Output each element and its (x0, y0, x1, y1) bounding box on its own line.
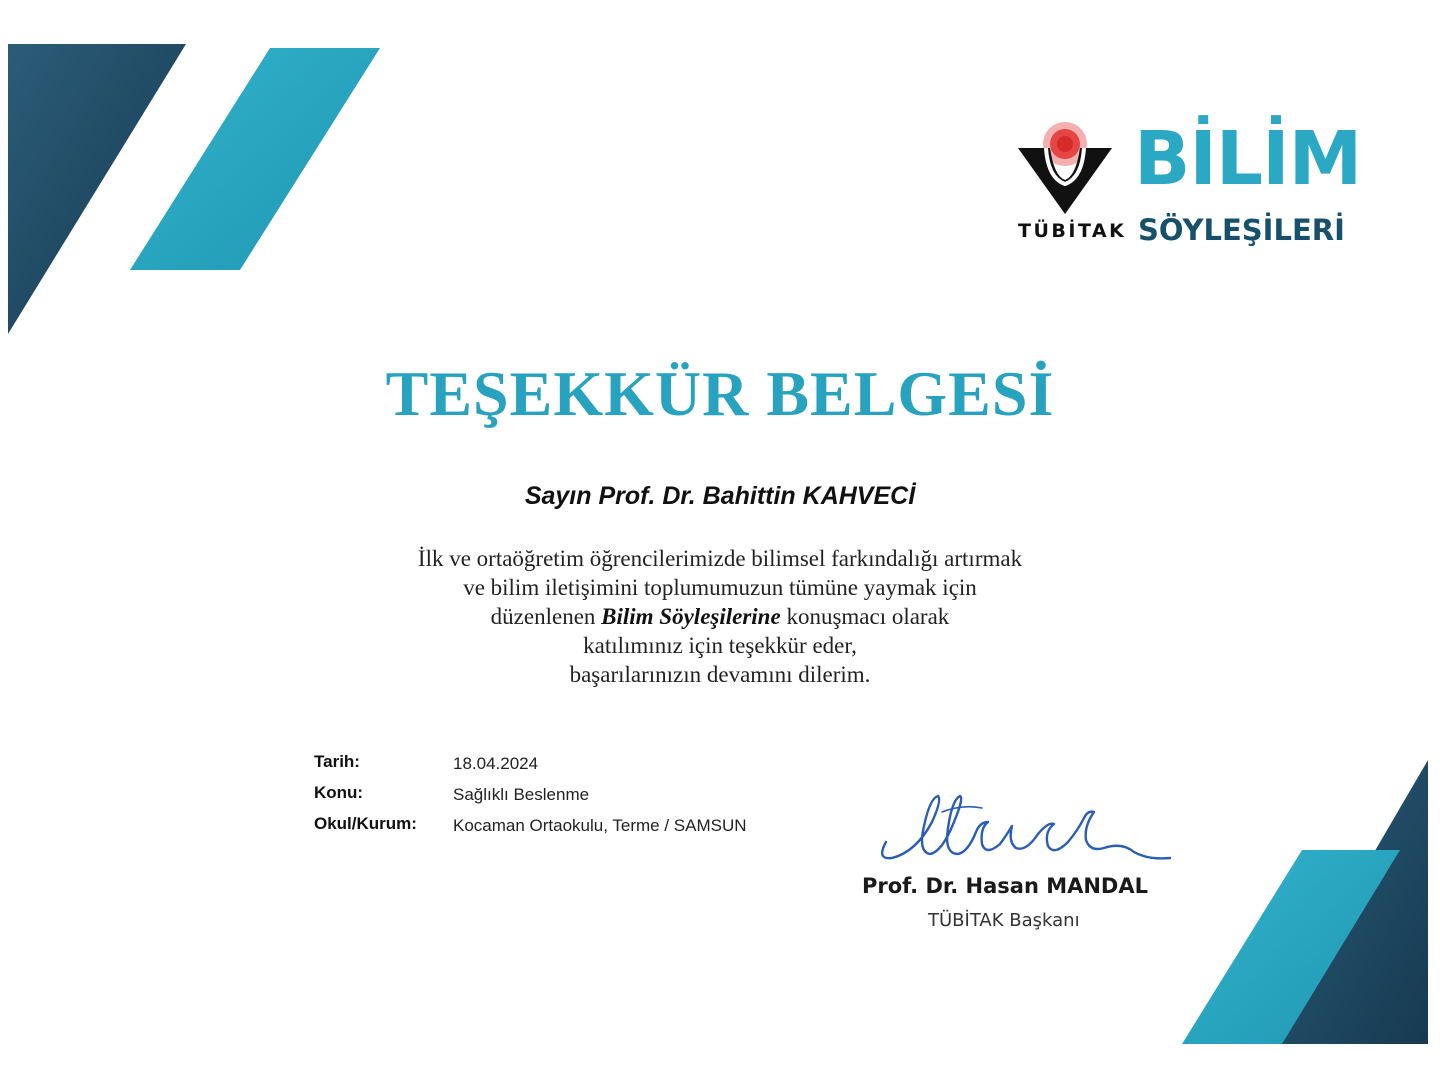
certificate-body (300, 544, 1140, 689)
top-left-teal-shape (130, 48, 380, 270)
soylesileri-wordmark: SÖYLEŞİLERİ (1138, 213, 1345, 247)
handwritten-signature (872, 782, 1182, 878)
detail-label: Tarih: (314, 752, 360, 771)
body-line-3-before: düzenlenen (490, 604, 596, 629)
tubitak-wordmark: TÜBİTAK (1018, 220, 1127, 242)
tubitak-logo-icon (1016, 118, 1114, 214)
detail-label: Okul/Kurum: (314, 814, 417, 833)
top-left-navy-shape (8, 44, 186, 334)
body-line-1: İlk ve ortaöğretim öğrencilerimizde bilimsel farkındalığı artırmak (417, 546, 1023, 571)
body-line-4: katılımınız için teşekkür eder, (583, 633, 857, 658)
body-line-5: başarılarınızın devamını dilerim. (569, 662, 871, 687)
detail-value: 18.04.2024 (453, 754, 539, 773)
body-line-3 (300, 602, 1140, 631)
body-line-3-emphasis: Bilim Söyleşilerine (601, 604, 781, 629)
signatory-name: Prof. Dr. Hasan MANDAL (862, 874, 1149, 898)
detail-value: Sağlıklı Beslenme (453, 785, 590, 804)
detail-label: Konu: (314, 783, 364, 802)
recipient-name: Sayın Prof. Dr. Bahittin KAHVECİ (524, 482, 916, 510)
detail-value: Kocaman Ortaokulu, Terme / SAMSUN (453, 816, 747, 835)
certificate-title: TEŞEKKÜR BELGESİ (385, 358, 1055, 429)
signatory-title: TÜBİTAK Başkanı (928, 910, 1080, 931)
body-line-2: ve bilim iletişimini toplumumuzun tümüne yaymak için (463, 575, 977, 600)
bilim-wordmark: BİLİM (1134, 116, 1362, 202)
body-line-3-after: konuşmacı olarak (786, 604, 950, 629)
